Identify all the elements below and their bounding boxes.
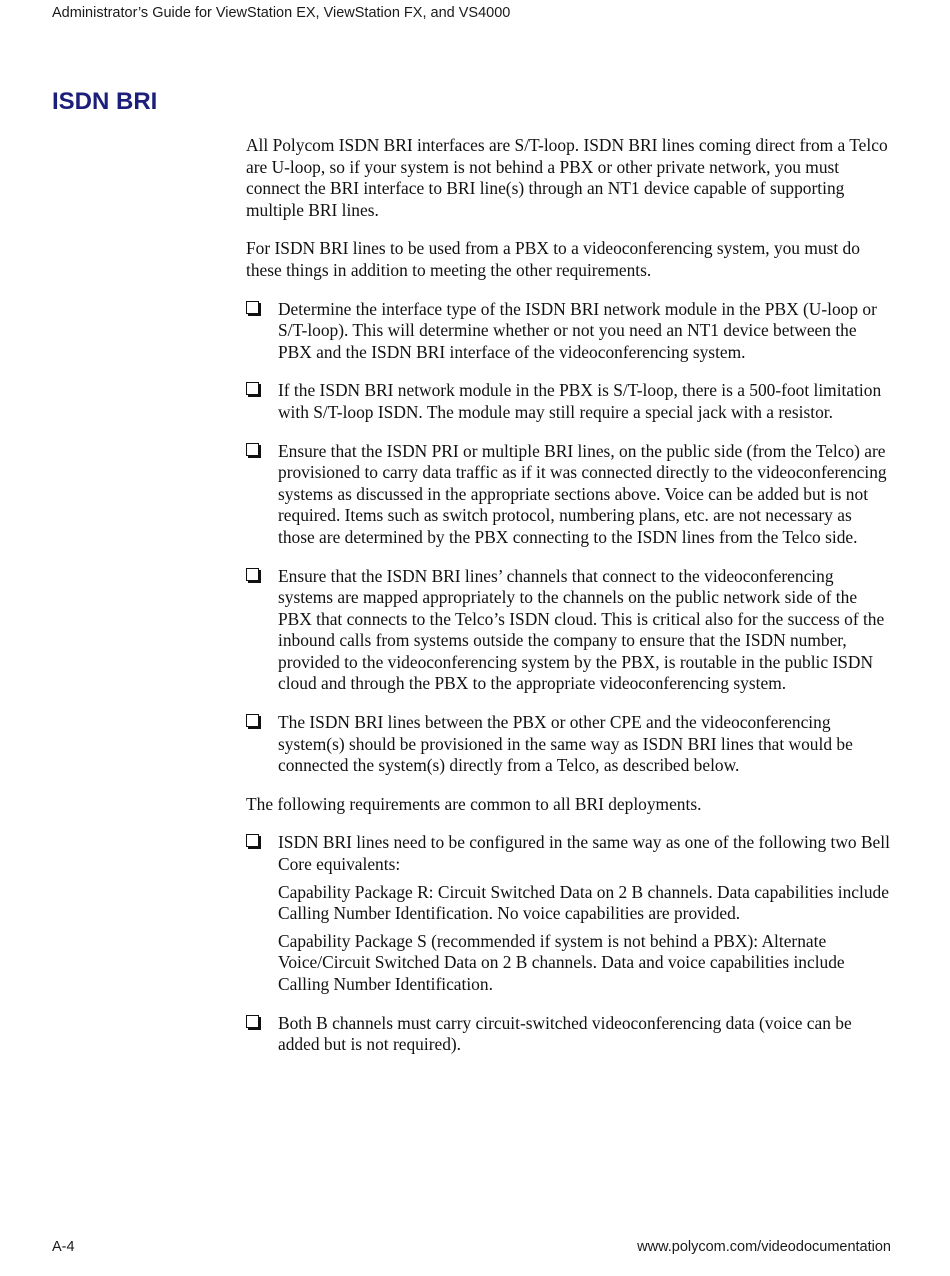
checkbox-icon bbox=[246, 301, 259, 314]
checkbox-icon bbox=[246, 834, 259, 847]
checkbox-icon bbox=[246, 443, 259, 456]
checklist-item bbox=[246, 299, 892, 364]
running-header: Administrator’s Guide for ViewStation EX, ViewStation FX, and VS4000 bbox=[52, 5, 511, 21]
intro-paragraph: All Polycom ISDN BRI interfaces are S/T-loop. ISDN BRI lines coming direct from a Telco are U-loop, so if your system is not behind a PBX or other private network, you must connect the BRI interface to BRI line(s) through an NT1 device capable of supporting multiple BRI lines. bbox=[246, 135, 888, 220]
checklist-item-text: Ensure that the ISDN PRI or multiple BRI lines, on the public side (from the Telco) are provisioned to carry data traffic as if it was connected directly to the videoconferencing systems as discussed in the appropriate sections above. Voice can be added but is not required. Items such as switch protocol, numbering plans, etc. are not necessary as those are determined by the PBX connecting to the ISDN lines from the Telco side. bbox=[278, 440, 887, 547]
checkbox-icon bbox=[246, 714, 259, 727]
capability-package-r: Capability Package R: Circuit Switched Data on 2 B channels. Data capabilities include Calling Number Identification. No voice capabilities are provided. bbox=[278, 881, 889, 924]
common-requirements-paragraph: The following requirements are common to all BRI deployments. bbox=[246, 793, 702, 814]
capability-package-s: Capability Package S (recommended if system is not behind a PBX): Alternate Voice/Circuit Switched Data on 2 B channels. Data and voice capabilities include Calling Number Identification. bbox=[278, 930, 845, 994]
checkbox-icon bbox=[246, 568, 259, 581]
checklist-item-text: If the ISDN BRI network module in the PBX is S/T-loop, there is a 500-foot limitation with S/T-loop ISDN. The module may still require a special jack with a resistor. bbox=[278, 380, 882, 422]
checklist-item-text: The ISDN BRI lines between the PBX or other CPE and the videoconferencing system(s) should be provisioned in the same way as ISDN BRI lines that would be connected the system(s) directly from a Telco, as described below. bbox=[278, 712, 853, 776]
checklist-item-text: Both B channels must carry circuit-switched videoconferencing data (voice can be added but is not required). bbox=[278, 1012, 852, 1055]
checklist-item bbox=[246, 441, 892, 549]
checklist-item-text: Determine the interface type of the ISDN BRI network module in the PBX (U-loop or S/T-loop). This will determine whether or not you need an NT1 device between the PBX and the ISDN BRI interface of the videoconferencing system. bbox=[278, 298, 877, 362]
footer-url: www.polycom.com/videodocumentation bbox=[637, 1239, 891, 1255]
page-number: A-4 bbox=[52, 1239, 75, 1255]
pbx-checklist bbox=[246, 299, 892, 777]
checklist-item bbox=[246, 832, 892, 995]
checklist-item bbox=[246, 380, 892, 423]
checklist-item bbox=[246, 712, 892, 777]
checklist-item-text: Ensure that the ISDN BRI lines’ channels that connect to the videoconferencing systems are mapped appropriately to the channels on the public network side of the PBX that connects to the Telco’s ISDN cloud. This is critical also for the success of the inbound calls from systems outside the company to ensure that the ISDN number, provided to the videoconferencing system by the PBX, is routable in the public ISDN cloud and through the PBX to the appropriate videoconferencing system. bbox=[278, 565, 885, 694]
section-title: ISDN BRI bbox=[52, 88, 158, 115]
checklist-item bbox=[246, 1013, 892, 1056]
checklist-item bbox=[246, 566, 892, 696]
body-content bbox=[246, 135, 892, 1073]
common-checklist bbox=[246, 832, 892, 1055]
checkbox-icon bbox=[246, 1015, 259, 1028]
pbx-requirements-paragraph: For ISDN BRI lines to be used from a PBX to a videoconferencing system, you must do these things in addition to meeting the other requirements. bbox=[246, 238, 860, 280]
checkbox-icon bbox=[246, 382, 259, 395]
checklist-item-text: ISDN BRI lines need to be configured in the same way as one of the following two Bell Core equivalents: bbox=[278, 832, 890, 875]
